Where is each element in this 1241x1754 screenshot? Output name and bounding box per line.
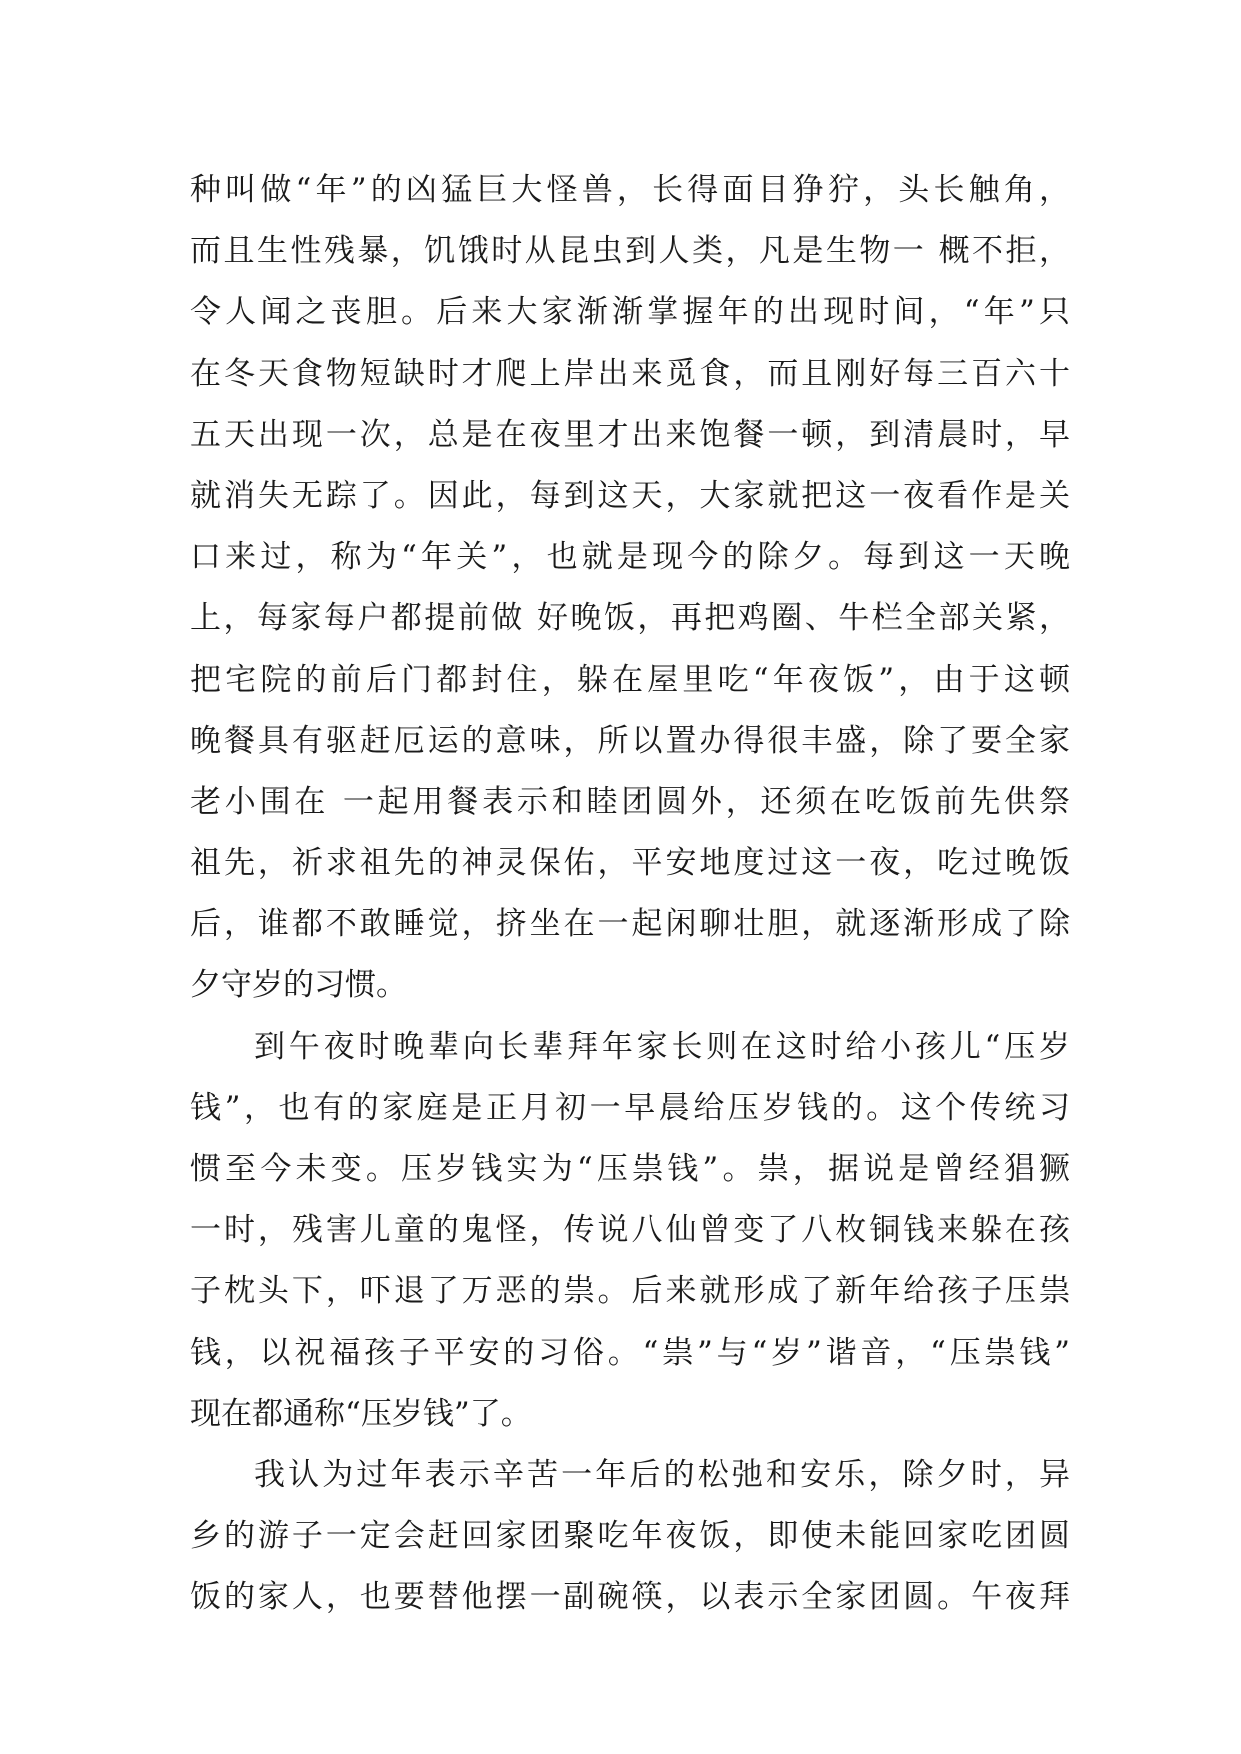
text-line: 口来过，称为“年关”，也就是现今的除夕。每到这一天晚 [190,539,1070,576]
text-line: 子枕头下，吓退了万恶的祟。后来就形成了新年给孩子压祟 [190,1273,1070,1310]
text-line: 夕守岁的习惯。 [190,967,407,1004]
text-line: 就消失无踪了。因此，每到这天，大家就把这一夜看作是关 [190,477,1070,514]
text-line: 五天出现一次，总是在夜里才出来饱餐一顿，到清晨时，早 [190,416,1070,453]
paragraph-first-line: 到午夜时晚辈向长辈拜年家长则在这时给小孩儿“压岁 [254,1028,1070,1065]
text-line: 乡的游子一定会赶回家团聚吃年夜饭，即使未能回家吃团圆 [190,1518,1070,1555]
text-line: 令人闻之丧胆。后来大家渐渐掌握年的出现时间，“年”只 [190,294,1070,331]
text-line: 晚餐具有驱赶厄运的意味，所以置办得很丰盛，除了要全家 [190,722,1070,759]
text-line: 把宅院的前后门都封住，躲在屋里吃“年夜饭”，由于这顿 [190,661,1070,698]
text-line: 钱”，也有的家庭是正月初一早晨给压岁钱的。这个传统习 [190,1089,1070,1126]
text-line: 而且生性残暴，饥饿时从昆虫到人类，凡是生物一 概不拒， [190,233,1070,270]
text-line: 上，每家每户都提前做 好晚饭，再把鸡圈、牛栏全部关紧， [190,600,1070,637]
text-line: 祖先，祈求祖先的神灵保佑，平安地度过这一夜，吃过晚饭 [190,845,1070,882]
text-line: 钱，以祝福孩子平安的习俗。“祟”与“岁”谐音，“压祟钱” [190,1334,1070,1371]
text-line: 老小围在 一起用餐表示和睦团圆外，还须在吃饭前先供祭 [190,783,1070,820]
text-line: 惯至今未变。压岁钱实为“压祟钱”。祟，据说是曾经猖獗 [190,1151,1070,1187]
text-line: 一时，残害儿童的鬼怪，传说八仙曾变了八枚铜钱来躲在孩 [190,1212,1070,1249]
text-line: 后，谁都不敢睡觉，挤坐在一起闲聊壮胆，就逐渐形成了除 [190,906,1070,943]
text-line: 现在都通称“压岁钱”了。 [190,1395,532,1432]
body-text [190,160,1070,1629]
paragraph-first-line: 我认为过年表示辛苦一年后的松弛和安乐，除夕时，异 [254,1456,1070,1493]
text-line: 在冬天食物短缺时才爬上岸出来觅食，而且刚好每三百六十 [190,355,1070,392]
text-line: 饭的家人，也要替他摆一副碗筷，以表示全家团圆。午夜拜 [190,1579,1070,1616]
text-line: 种叫做“年”的凶猛巨大怪兽，长得面目狰狞，头长触角， [190,172,1070,208]
